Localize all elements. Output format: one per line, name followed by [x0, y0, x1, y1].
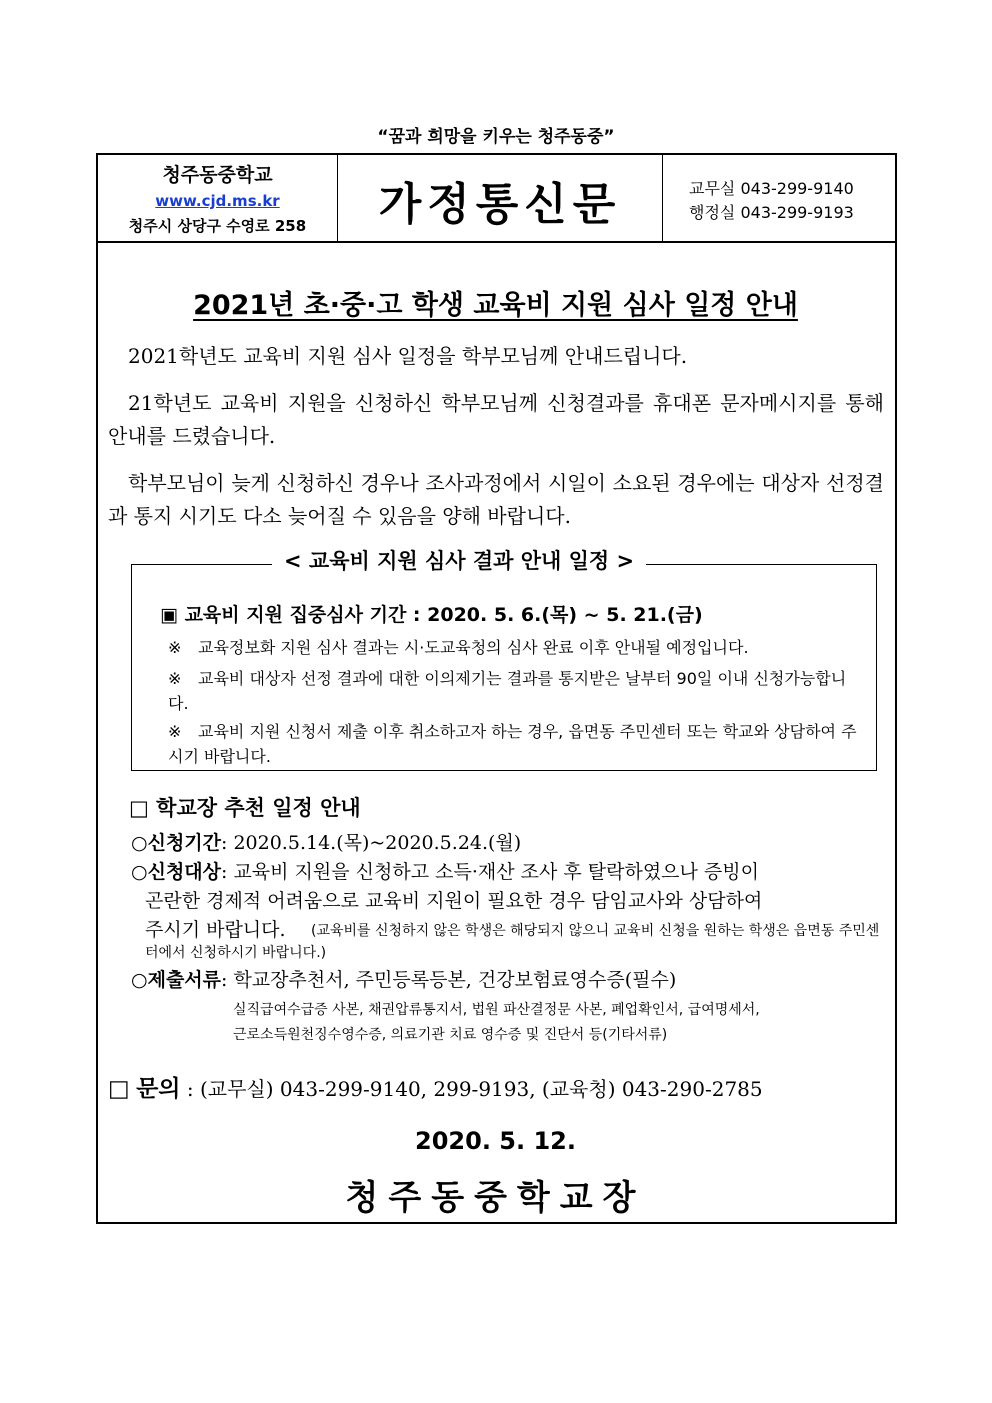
- inquiry-text: : (교무실) 043-299-9140, 299-9193, (교육청) 043-290-2785: [186, 1077, 763, 1101]
- contact-admin-office: 행정실 043-299-9193: [689, 203, 854, 222]
- reference-mark-icon: ※: [168, 669, 182, 688]
- bullet-icon: ○: [131, 969, 148, 991]
- bullet-icon: ○: [131, 861, 148, 883]
- other-documents: [233, 998, 888, 1048]
- document-date: 2020. 5. 12.: [415, 1127, 576, 1155]
- paragraph-text: 2021학년도 교육비 지원 심사 일정을 학부모님께 안내드립니다.: [128, 344, 688, 368]
- target-line-3: 주시기 바랍니다.: [145, 919, 286, 941]
- focus-review-text: 교육비 지원 집중심사 기간 : 2020. 5. 6.(목) ~ 5. 21.(금): [184, 604, 703, 626]
- bullet-icon: ○: [131, 832, 148, 854]
- target-note: (교육비를 신청하지 않은 학생은 해당되지 않으니 교육비 신청을 원하는 학생은 읍면동 주민센터에서 신청하시기 바랍니다.): [145, 923, 880, 961]
- reference-mark-icon: ※: [168, 638, 182, 657]
- focus-bullet-icon: ▣: [160, 604, 178, 626]
- schedule-note: [168, 719, 866, 769]
- schedule-note: [168, 635, 866, 660]
- application-period: [131, 829, 876, 858]
- note-text: 교육비 지원 신청서 제출 이후 취소하고자 하는 경우, 읍면동 주민센터 또는 학교와 상담하여 주시기 바랍니다.: [168, 722, 857, 766]
- header-divider: [96, 241, 895, 243]
- school-name: 청주동중학교: [162, 164, 273, 186]
- target-label: 신청대상: [147, 861, 222, 883]
- other-documents-line: 근로소득원천징수영수증, 의료기관 치료 영수증 및 진단서 등(기타서류): [233, 1027, 668, 1043]
- note-text: 교육비 대상자 선정 결과에 대한 이의제기는 결과를 통지받은 날부터 90일 이내 신청가능합니다.: [168, 669, 847, 713]
- schedule-title: < 교육비 지원 심사 결과 안내 일정 >: [272, 545, 646, 575]
- period-value: : 2020.5.14.(목)~2020.5.24.(월): [221, 832, 522, 854]
- principal-signature: 청주동중학교장: [345, 1178, 646, 1218]
- docs-value: : 학교장추천서, 주민등록등본, 건강보험료영수증(필수): [221, 969, 677, 991]
- inquiry: [108, 1070, 763, 1103]
- paragraph-text: 21학년도 교육비 지원을 신청하신 학부모님께 신청결과를 휴대폰 문자메시지를 통해 안내를 드렸습니다.: [108, 391, 884, 448]
- schedule-note: [168, 666, 866, 716]
- delay-paragraph: [108, 467, 884, 533]
- school-url-link[interactable]: www.cjd.ms.kr: [155, 192, 280, 210]
- paragraph-text: 학부모님이 늦게 신청하신 경우나 조사과정에서 시일이 소요된 경우에는 대상자 선정결과 통지 시기도 다소 늦어질 수 있음을 양해 바랍니다.: [108, 471, 884, 528]
- main-title-text: 2021년 초·중·고 학생 교육비 지원 심사 일정 안내: [193, 290, 798, 321]
- inquiry-label: 문의: [136, 1076, 181, 1102]
- recommendation-heading: □ 학교장 추천 일정 안내: [129, 796, 361, 820]
- focus-review-period: [160, 600, 703, 627]
- intro-paragraph: [108, 340, 884, 373]
- reference-mark-icon: ※: [168, 722, 182, 741]
- inquiry-box-icon: □: [108, 1076, 130, 1102]
- contact-academic-office: 교무실 043-299-9140: [689, 179, 854, 198]
- target-line-2: 곤란한 경제적 어려움으로 교육비 지원이 필요한 경우 담임교사와 상담하여: [145, 890, 763, 912]
- docs-label: 제출서류: [147, 969, 222, 991]
- other-documents-line: 실직급여수급증 사본, 채권압류통지서, 법원 파산결정문 사본, 폐업확인서, 급여명세서,: [233, 1002, 760, 1018]
- main-title: [96, 283, 895, 322]
- header-column-divider: [662, 153, 663, 242]
- period-label: 신청기간: [147, 832, 222, 854]
- required-documents: [131, 966, 876, 995]
- school-address: 청주시 상당구 수영로 258: [128, 217, 307, 235]
- document-title: 가정통신문: [378, 179, 622, 230]
- motto: “꿈과 희망을 키우는 청주동중”: [377, 127, 615, 147]
- result-paragraph: [108, 387, 884, 453]
- note-text: 교육정보화 지원 심사 결과는 시·도교육청의 심사 완료 이후 안내될 예정입니다.: [198, 638, 749, 657]
- target-value: : 교육비 지원을 신청하고 소득·재산 조사 후 탈락하였으나 증빙이: [221, 861, 759, 883]
